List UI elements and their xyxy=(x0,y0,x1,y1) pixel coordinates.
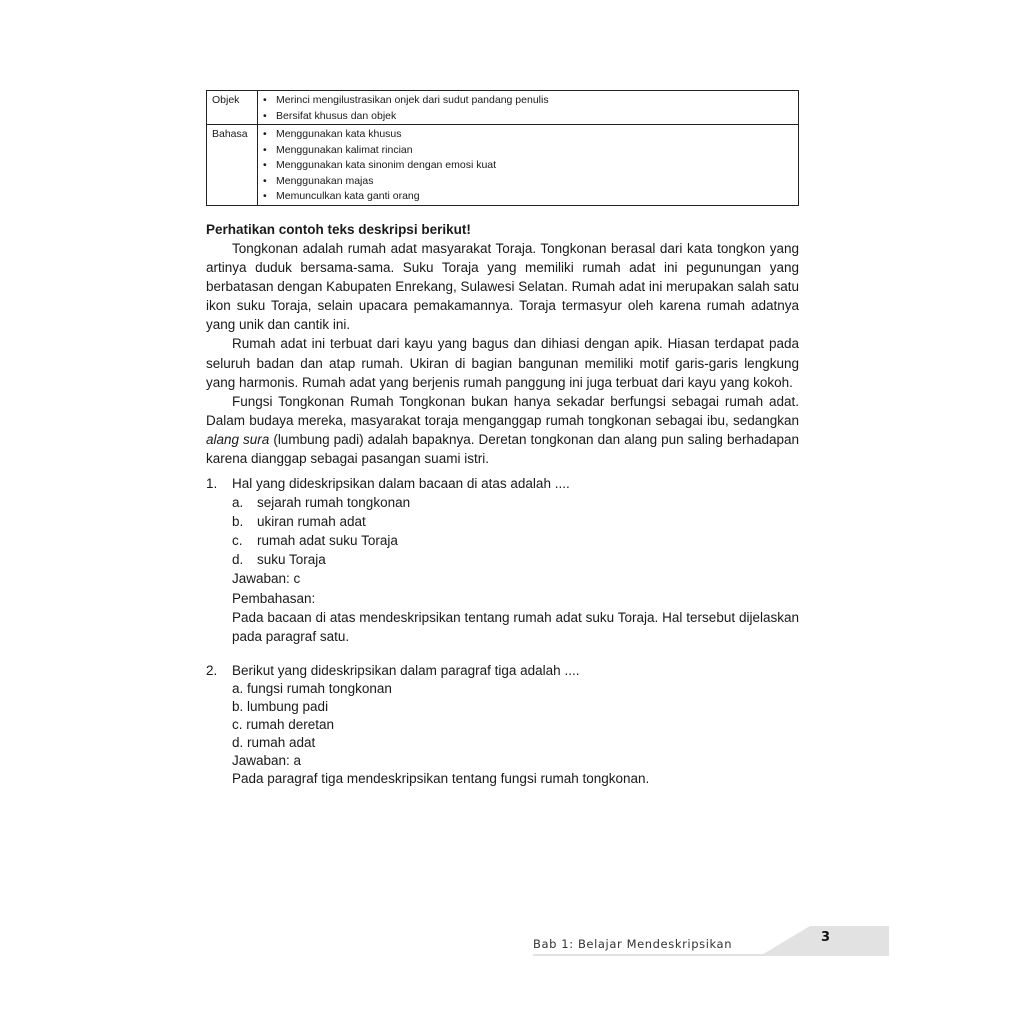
description-passage xyxy=(206,239,799,468)
paragraph-3 xyxy=(206,392,799,468)
option-a: a. fungsi rumah tongkonan xyxy=(232,681,392,696)
option-text: rumah adat suku Toraja xyxy=(257,533,398,549)
bullet-item: • Merinci mengilustrasikan onjek dari sudut pandang penulis xyxy=(263,93,794,109)
table-row-items xyxy=(258,91,799,125)
question-stem xyxy=(206,662,799,680)
page-number: 3 xyxy=(821,930,831,945)
answer-line: Jawaban: c xyxy=(232,571,301,587)
bullet-list xyxy=(263,127,794,205)
bullet-item: • Menggunakan kalimat rincian xyxy=(263,143,794,159)
answer-line: Jawaban: a xyxy=(232,753,302,768)
question-1 xyxy=(206,474,799,646)
italic-term: alang sura xyxy=(206,431,270,447)
bullet-list xyxy=(263,93,794,124)
table-row-objek xyxy=(207,91,799,125)
bullet-item: • Menggunakan kata khusus xyxy=(263,127,794,143)
bullet-item: • Menggunakan majas xyxy=(263,174,794,190)
discussion-label: Pembahasan: xyxy=(232,590,316,606)
question-stem xyxy=(206,474,799,493)
option-a xyxy=(232,493,799,512)
characteristics-table xyxy=(206,90,799,206)
table-row-bahasa xyxy=(207,125,799,206)
option-letter: a. xyxy=(232,495,244,511)
paragraph-1: Tongkonan adalah rumah adat masyarakat Toraja. Tongkonan berasal dari kata tongkon yang artinya duduk bersama-sama. Suku Toraja yang memiliki rumah adat ini pegunungan yang berbatasan dengan Kabupaten Enrekang, Sulawesi Selatan. Rumah adat ini merupakan salah satu ikon suku Toraja, selain upacara pemakamannya. Toraja termasyur oleh karena rumah adatnya yang unik dan cantik ini. xyxy=(206,241,799,333)
discussion-text: Pada bacaan di atas mendeskripsikan tentang rumah adat suku Toraja. Hal tersebut dijelaskan pada paragraf satu. xyxy=(232,609,799,644)
option-letter: c. xyxy=(232,533,243,549)
paragraph-3-text-end: (lumbung padi) adalah bapaknya. Deretan tongkonan dan alang pun saling berhadapan karena dianggap sebagai pasangan suami istri. xyxy=(206,431,800,467)
footer-divider xyxy=(533,954,889,956)
table-row-items xyxy=(258,125,799,206)
option-text: sejarah rumah tongkonan xyxy=(257,495,411,511)
option-text: ukiran rumah adat xyxy=(257,514,366,530)
question-number: 2. xyxy=(206,663,218,678)
question-text: Hal yang dideskripsikan dalam bacaan di atas adalah .... xyxy=(232,476,570,491)
bullet-item: • Memunculkan kata ganti orang xyxy=(263,189,794,205)
question-text: Berikut yang dideskripsikan dalam paragraf tiga adalah .... xyxy=(232,663,580,678)
option-c: c. rumah deretan xyxy=(232,717,335,732)
bullet-item: • Menggunakan kata sinonim dengan emosi kuat xyxy=(263,158,794,174)
option-letter: b. xyxy=(232,514,244,530)
paragraph-2: Rumah adat ini terbuat dari kayu yang bagus dan dihiasi dengan apik. Hiasan terdapat pada seluruh badan dan atap rumah. Ukiran di bagian bangunan memiliki motif garis-garis lengkung yang harmonis. Rumah adat yang berjenis rumah panggung ini juga terbuat dari kayu yang kokoh. xyxy=(206,336,799,390)
discussion-text: Pada paragraf tiga mendeskripsikan tentang fungsi rumah tongkonan. xyxy=(232,771,650,786)
paragraph-3-text-start: Fungsi Tongkonan Rumah Tongkonan bukan hanya sekadar berfungsi sebagai rumah adat. Dalam budaya mereka, masyarakat toraja menganggap rumah tongkonan sebagai ibu, sedangkan xyxy=(206,393,799,428)
option-c xyxy=(232,531,799,550)
option-letter: d. xyxy=(232,552,244,568)
question-body xyxy=(232,493,799,646)
option-d xyxy=(232,550,799,569)
question-body xyxy=(232,680,799,788)
table-row-label: Objek xyxy=(207,91,258,125)
section-heading: Perhatikan contoh teks deskripsi berikut! xyxy=(206,222,471,237)
footer-chapter-title: Bab 1: Belajar Mendeskripsikan xyxy=(533,937,733,951)
option-d: d. rumah adat xyxy=(232,735,316,750)
option-b xyxy=(232,512,799,531)
question-2 xyxy=(206,662,799,788)
question-number: 1. xyxy=(206,476,218,491)
option-text: suku Toraja xyxy=(257,552,326,568)
bullet-item: • Bersifat khusus dan objek xyxy=(263,109,794,125)
option-b: b. lumbung padi xyxy=(232,699,329,714)
table-row-label: Bahasa xyxy=(207,125,258,206)
